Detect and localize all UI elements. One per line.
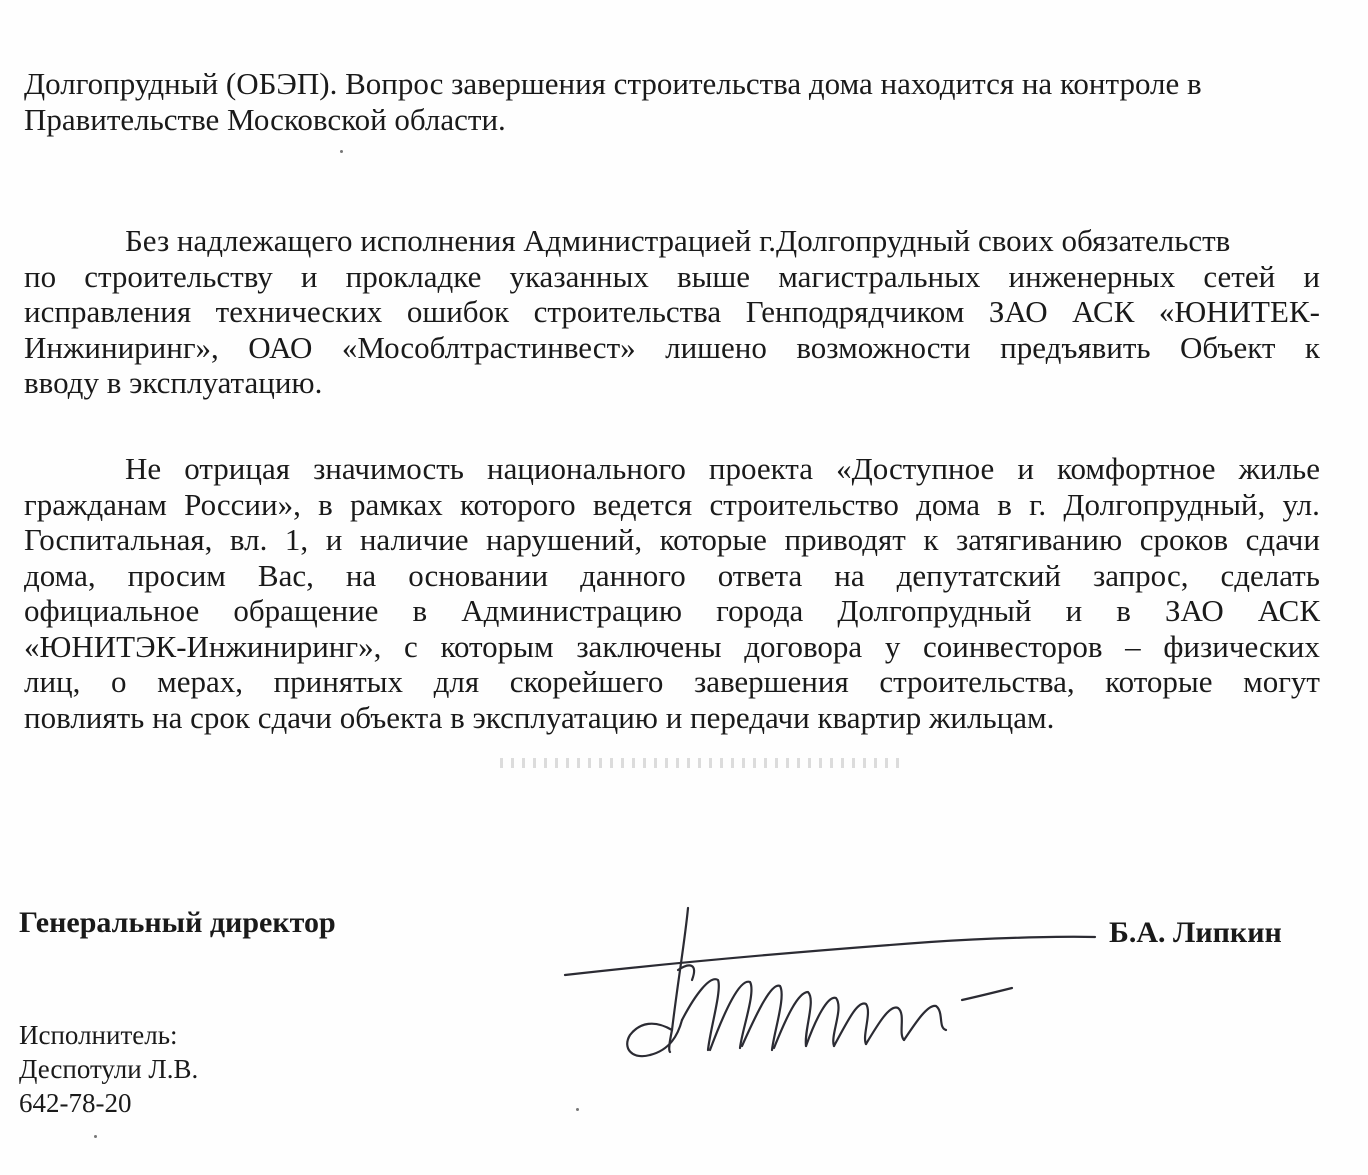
scan-speck: [94, 1135, 97, 1138]
word: затягиванию: [955, 522, 1123, 557]
text-line: [24, 259, 1320, 295]
word: ответа: [717, 557, 803, 593]
handwritten-signature: [560, 900, 1100, 1070]
word: предъявить: [1000, 329, 1151, 365]
word: строительства: [533, 294, 722, 329]
word: Правительстве Московской области.: [24, 101, 506, 137]
word: которые: [659, 522, 767, 557]
text-line: [24, 451, 1320, 487]
word: ОАО: [248, 329, 313, 365]
word: рамках: [349, 486, 443, 522]
scan-speck: [340, 150, 343, 153]
word: лиц,: [24, 664, 81, 699]
word: строительству: [84, 258, 273, 294]
word: и: [1303, 258, 1320, 294]
word: и: [1065, 593, 1083, 628]
word: проекта: [708, 451, 813, 486]
text-line: [24, 330, 1320, 366]
word: обращение: [233, 593, 379, 628]
executor-phone: 642-78-20: [19, 1088, 132, 1118]
word: комфортное: [1057, 451, 1216, 486]
word: Администрацию: [461, 593, 683, 628]
text-line: [24, 365, 1320, 401]
word: строительство: [709, 486, 899, 522]
word: возможности: [796, 329, 971, 365]
word: на: [834, 557, 865, 593]
executor-label: Исполнитель:: [19, 1020, 178, 1050]
word: «Доступное: [836, 451, 995, 486]
signatory-name: Б.А. Липкин: [1109, 916, 1282, 949]
word: технических: [215, 294, 383, 329]
word: основании: [408, 557, 549, 593]
scan-artifact: [500, 758, 900, 768]
word: вводу в эксплуатацию.: [24, 365, 323, 400]
word: и: [1017, 451, 1034, 486]
paragraph-1: [24, 66, 1320, 137]
word: наличие: [359, 522, 469, 557]
word: жилье: [1238, 451, 1320, 486]
text-line: [24, 66, 1320, 102]
text-line: [24, 629, 1320, 665]
word: заключены: [576, 628, 722, 664]
word: гражданам: [24, 486, 167, 522]
word: могут: [1243, 664, 1320, 699]
text-line: [24, 593, 1320, 629]
word: договора: [744, 628, 863, 664]
scan-speck: [576, 1108, 579, 1111]
word: повлиять на срок сдачи объекта в эксплуатацию и передачи квартир жильцам.: [24, 699, 1055, 735]
word: данного: [580, 557, 686, 593]
word: которым: [440, 628, 554, 664]
word: инженерных: [1008, 258, 1176, 294]
word: Госпитальная,: [24, 522, 213, 557]
word: физических: [1163, 628, 1320, 664]
word: сроков: [1139, 522, 1229, 557]
word: Генподрядчиком: [745, 294, 965, 329]
word: к: [1304, 329, 1320, 365]
word: Долгопрудный (ОБЭП). Вопрос завершения строительства дома находится на контроле в: [24, 66, 1202, 101]
word: «ЮНИТЭК-Инжиниринг»,: [24, 628, 382, 664]
word: к: [923, 522, 939, 557]
word: г.: [1029, 486, 1047, 522]
paragraph-3: [24, 451, 1320, 735]
text-line: [24, 102, 1320, 138]
executor-name: Деспотули Л.В.: [19, 1054, 199, 1084]
word: –: [1125, 628, 1141, 664]
word: мерах,: [157, 664, 243, 699]
word: вл.: [229, 522, 268, 557]
word: в: [412, 593, 428, 628]
word: указанных: [509, 258, 649, 294]
word: и: [325, 522, 343, 557]
word: о: [111, 664, 127, 699]
text-line: [24, 558, 1320, 594]
word: Инжиниринг»,: [24, 329, 219, 365]
word: прокладке: [345, 258, 482, 294]
word: принятых: [273, 664, 403, 699]
word: завершения: [693, 664, 849, 699]
word: сетей: [1203, 258, 1276, 294]
word: депутатский: [896, 557, 1062, 593]
word: строительства,: [879, 664, 1075, 699]
word: которого: [459, 486, 576, 522]
word: ЗАО: [988, 294, 1048, 329]
word: которые: [1105, 664, 1213, 699]
word: ведется: [592, 486, 693, 522]
text-line: [24, 700, 1320, 736]
word: у: [884, 628, 901, 664]
word: магистральных: [778, 258, 981, 294]
paragraph-2: [24, 223, 1320, 401]
word: для: [433, 664, 480, 699]
word: приводят: [784, 522, 906, 557]
word: АСК: [1072, 294, 1135, 329]
word: «Мособлтрастинвест»: [341, 329, 636, 365]
signatory-title: Генеральный директор: [19, 906, 336, 939]
text-line: [24, 522, 1320, 558]
word: Объект: [1180, 329, 1276, 365]
word: России»,: [184, 486, 301, 522]
text-line: [24, 664, 1320, 700]
word: запрос,: [1093, 557, 1189, 593]
word: и: [300, 258, 318, 294]
word: ул.: [1282, 486, 1320, 522]
word: «ЮНИТЕК-: [1158, 294, 1320, 329]
word: дома: [916, 486, 980, 522]
word: значимость: [313, 451, 464, 486]
word: сдачи: [1245, 522, 1320, 557]
word: в: [1116, 593, 1131, 628]
word: по: [24, 258, 57, 294]
word: ошибок: [406, 294, 510, 329]
word: Долгопрудный: [837, 593, 1032, 628]
word: в: [997, 486, 1012, 522]
word: Вас,: [257, 557, 314, 593]
word: официальное: [24, 593, 200, 628]
word: 1,: [284, 522, 309, 557]
word: Долгопрудный,: [1063, 486, 1266, 522]
word: с: [404, 628, 418, 664]
word: города: [716, 593, 804, 628]
word: в: [318, 486, 333, 522]
word: национального: [487, 451, 686, 486]
text-line: [24, 294, 1320, 330]
word: ЗАО: [1164, 593, 1224, 628]
text-line: [24, 487, 1320, 523]
executor-block: [19, 1018, 198, 1120]
word: АСК: [1257, 593, 1320, 628]
word: лишено: [665, 329, 767, 365]
word: дома,: [24, 557, 96, 593]
text-line: [24, 223, 1320, 259]
word: просим: [127, 557, 226, 593]
word: сделать: [1220, 557, 1320, 593]
word: Без надлежащего исполнения Администрацией г.Долгопрудный своих обязательств: [125, 223, 1231, 258]
word: соинвесторов: [923, 628, 1103, 664]
word: исправления: [24, 294, 192, 329]
word: скорейшего: [509, 664, 664, 699]
word: выше: [676, 258, 751, 294]
word: на: [345, 557, 377, 593]
word: отрицая: [184, 451, 290, 486]
word: нарушений,: [486, 522, 643, 557]
word: Не: [125, 451, 162, 486]
